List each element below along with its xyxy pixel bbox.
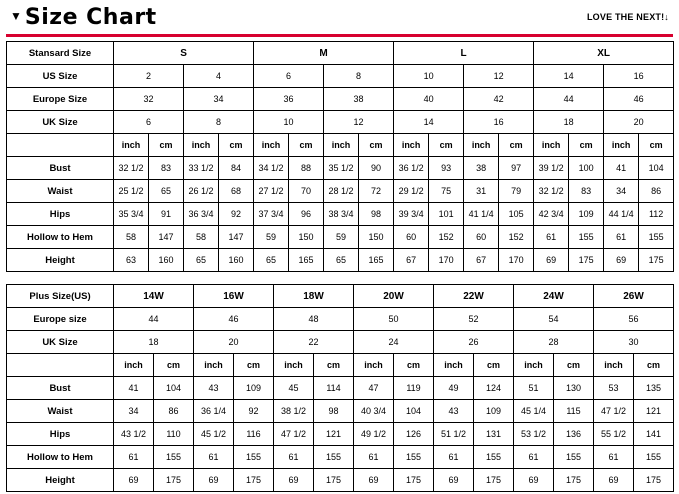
cell: 6 <box>254 65 324 88</box>
unit-cell: inch <box>114 134 149 157</box>
unit-cell: cm <box>499 134 534 157</box>
cell: 155 <box>554 446 594 469</box>
cell: 12 <box>324 111 394 134</box>
cell: 110 <box>154 423 194 446</box>
unit-cell: cm <box>234 354 274 377</box>
cell: 104 <box>394 400 434 423</box>
cell: 155 <box>634 446 674 469</box>
unit-cell: inch <box>604 134 639 157</box>
promo-text: LOVE THE NEXT!↓ <box>586 12 669 22</box>
row-label-us-size: US Size <box>7 65 114 88</box>
size-group-14w: 14W <box>114 285 194 308</box>
cell: 61 <box>534 226 569 249</box>
cell: 14 <box>394 111 464 134</box>
unit-cell: inch <box>534 134 569 157</box>
cell: 4 <box>184 65 254 88</box>
unit-cell: inch <box>354 354 394 377</box>
cell: 121 <box>314 423 354 446</box>
cell: 155 <box>234 446 274 469</box>
cell: 37 3/4 <box>254 203 289 226</box>
size-group-s: S <box>114 42 254 65</box>
cell: 38 3/4 <box>324 203 359 226</box>
cell: 65 <box>254 249 289 272</box>
cell: 25 1/2 <box>114 180 149 203</box>
cell: 155 <box>639 226 674 249</box>
cell: 155 <box>154 446 194 469</box>
row-label-bust: Bust <box>7 157 114 180</box>
cell: 43 <box>194 377 234 400</box>
unit-cell: cm <box>639 134 674 157</box>
cell: 42 3/4 <box>534 203 569 226</box>
cell: 69 <box>534 249 569 272</box>
table-row <box>7 377 674 400</box>
cell: 84 <box>219 157 254 180</box>
unit-cell: inch <box>324 134 359 157</box>
cell: 51 <box>514 377 554 400</box>
units-row-label <box>7 354 114 377</box>
row-label-hips: Hips <box>7 423 114 446</box>
cell: 90 <box>359 157 394 180</box>
cell: 51 1/2 <box>434 423 474 446</box>
cell: 10 <box>254 111 324 134</box>
table-row <box>7 226 674 249</box>
cell: 36 1/4 <box>194 400 234 423</box>
cell: 55 1/2 <box>594 423 634 446</box>
unit-cell: cm <box>149 134 184 157</box>
table-row-units <box>7 134 674 157</box>
cell: 40 3/4 <box>354 400 394 423</box>
cell: 38 <box>324 88 394 111</box>
unit-cell: inch <box>274 354 314 377</box>
cell: 175 <box>554 469 594 492</box>
cell: 61 <box>354 446 394 469</box>
cell: 59 <box>254 226 289 249</box>
cell: 49 1/2 <box>354 423 394 446</box>
cell: 18 <box>534 111 604 134</box>
cell: 31 <box>464 180 499 203</box>
cell: 34 <box>114 400 154 423</box>
cell: 42 <box>464 88 534 111</box>
cell: 34 <box>184 88 254 111</box>
cell: 124 <box>474 377 514 400</box>
cell: 38 1/2 <box>274 400 314 423</box>
cell: 175 <box>394 469 434 492</box>
row-label-height: Height <box>7 469 114 492</box>
cell: 33 1/2 <box>184 157 219 180</box>
row-label-bust: Bust <box>7 377 114 400</box>
cell: 83 <box>149 157 184 180</box>
cell: 61 <box>594 446 634 469</box>
table-row-size-groups <box>7 285 674 308</box>
cell: 141 <box>634 423 674 446</box>
standard-size-table-wrap <box>6 41 673 272</box>
table-row <box>7 249 674 272</box>
cell: 30 <box>594 331 674 354</box>
cell: 175 <box>314 469 354 492</box>
cell: 175 <box>569 249 604 272</box>
table-row <box>7 469 674 492</box>
cell: 152 <box>429 226 464 249</box>
cell: 114 <box>314 377 354 400</box>
cell: 54 <box>514 308 594 331</box>
cell: 40 <box>394 88 464 111</box>
cell: 86 <box>639 180 674 203</box>
standard-size-header: Stansard Size <box>7 42 114 65</box>
cell: 175 <box>634 469 674 492</box>
page-header <box>6 0 673 37</box>
cell: 112 <box>639 203 674 226</box>
cell: 61 <box>604 226 639 249</box>
cell: 96 <box>289 203 324 226</box>
cell: 116 <box>234 423 274 446</box>
cell: 68 <box>219 180 254 203</box>
table-row <box>7 308 674 331</box>
cell: 175 <box>639 249 674 272</box>
cell: 97 <box>499 157 534 180</box>
cell: 58 <box>184 226 219 249</box>
row-label-uk-size: UK Size <box>7 331 114 354</box>
cell: 155 <box>394 446 434 469</box>
size-group-18w: 18W <box>274 285 354 308</box>
cell: 109 <box>474 400 514 423</box>
cell: 175 <box>234 469 274 492</box>
cell: 46 <box>604 88 674 111</box>
cell: 50 <box>354 308 434 331</box>
cell: 69 <box>604 249 639 272</box>
unit-cell: inch <box>514 354 554 377</box>
cell: 20 <box>604 111 674 134</box>
cell: 175 <box>474 469 514 492</box>
cell: 29 1/2 <box>394 180 429 203</box>
size-group-l: L <box>394 42 534 65</box>
cell: 39 3/4 <box>394 203 429 226</box>
cell: 69 <box>114 469 154 492</box>
cell: 22 <box>274 331 354 354</box>
cell: 46 <box>194 308 274 331</box>
cell: 92 <box>234 400 274 423</box>
plus-size-table-wrap <box>6 284 673 492</box>
unit-cell: cm <box>634 354 674 377</box>
cell: 36 3/4 <box>184 203 219 226</box>
table-row-units <box>7 354 674 377</box>
cell: 100 <box>569 157 604 180</box>
row-label-hips: Hips <box>7 203 114 226</box>
cell: 47 <box>354 377 394 400</box>
cell: 61 <box>514 446 554 469</box>
cell: 83 <box>569 180 604 203</box>
cell: 170 <box>429 249 464 272</box>
size-group-24w: 24W <box>514 285 594 308</box>
unit-cell: cm <box>429 134 464 157</box>
unit-cell: inch <box>594 354 634 377</box>
cell: 47 1/2 <box>274 423 314 446</box>
cell: 35 3/4 <box>114 203 149 226</box>
cell: 155 <box>569 226 604 249</box>
cell: 109 <box>234 377 274 400</box>
cell: 34 1/2 <box>254 157 289 180</box>
row-label-height: Height <box>7 249 114 272</box>
cell: 170 <box>499 249 534 272</box>
unit-cell: cm <box>554 354 594 377</box>
cell: 27 1/2 <box>254 180 289 203</box>
unit-cell: inch <box>254 134 289 157</box>
cell: 109 <box>569 203 604 226</box>
cell: 65 <box>324 249 359 272</box>
cell: 88 <box>289 157 324 180</box>
cell: 39 1/2 <box>534 157 569 180</box>
cell: 41 <box>114 377 154 400</box>
unit-cell: cm <box>474 354 514 377</box>
table-row <box>7 400 674 423</box>
cell: 69 <box>514 469 554 492</box>
cell: 49 <box>434 377 474 400</box>
cell: 75 <box>429 180 464 203</box>
unit-cell: inch <box>114 354 154 377</box>
table-row <box>7 203 674 226</box>
cell: 136 <box>554 423 594 446</box>
cell: 52 <box>434 308 514 331</box>
cell: 44 1/4 <box>604 203 639 226</box>
cell: 130 <box>554 377 594 400</box>
cell: 32 1/2 <box>534 180 569 203</box>
page-title: Size Chart <box>24 4 157 30</box>
cell: 60 <box>464 226 499 249</box>
cell: 18 <box>114 331 194 354</box>
cell: 45 1/2 <box>194 423 234 446</box>
cell: 98 <box>359 203 394 226</box>
unit-cell: cm <box>394 354 434 377</box>
cell: 38 <box>464 157 499 180</box>
cell: 41 <box>604 157 639 180</box>
cell: 53 <box>594 377 634 400</box>
size-group-26w: 26W <box>594 285 674 308</box>
cell: 152 <box>499 226 534 249</box>
cell: 20 <box>194 331 274 354</box>
plus-size-table <box>6 284 674 492</box>
plus-size-header: Plus Size(US) <box>7 285 114 308</box>
table-row <box>7 88 674 111</box>
cell: 126 <box>394 423 434 446</box>
cell: 98 <box>314 400 354 423</box>
size-group-20w: 20W <box>354 285 434 308</box>
cell: 61 <box>274 446 314 469</box>
cell: 47 1/2 <box>594 400 634 423</box>
cell: 45 1/4 <box>514 400 554 423</box>
cell: 155 <box>314 446 354 469</box>
cell: 26 <box>434 331 514 354</box>
cell: 16 <box>604 65 674 88</box>
cell: 32 1/2 <box>114 157 149 180</box>
cell: 12 <box>464 65 534 88</box>
cell: 69 <box>434 469 474 492</box>
cell: 92 <box>219 203 254 226</box>
unit-cell: cm <box>314 354 354 377</box>
cell: 24 <box>354 331 434 354</box>
cell: 147 <box>149 226 184 249</box>
table-row <box>7 157 674 180</box>
cell: 70 <box>289 180 324 203</box>
cell: 53 1/2 <box>514 423 554 446</box>
cell: 6 <box>114 111 184 134</box>
cell: 41 1/4 <box>464 203 499 226</box>
cell: 60 <box>394 226 429 249</box>
cell: 2 <box>114 65 184 88</box>
row-label-europe-size: Europe Size <box>7 88 114 111</box>
cell: 105 <box>499 203 534 226</box>
cell: 44 <box>534 88 604 111</box>
cell: 48 <box>274 308 354 331</box>
down-arrow-icon: ▼ <box>10 9 22 23</box>
cell: 121 <box>634 400 674 423</box>
cell: 28 <box>514 331 594 354</box>
table-row <box>7 65 674 88</box>
cell: 91 <box>149 203 184 226</box>
cell: 104 <box>154 377 194 400</box>
cell: 150 <box>359 226 394 249</box>
table-row <box>7 446 674 469</box>
unit-cell: cm <box>154 354 194 377</box>
cell: 45 <box>274 377 314 400</box>
cell: 58 <box>114 226 149 249</box>
row-label-europe-size: Europe size <box>7 308 114 331</box>
cell: 160 <box>149 249 184 272</box>
size-group-m: M <box>254 42 394 65</box>
cell: 69 <box>594 469 634 492</box>
row-label-waist: Waist <box>7 400 114 423</box>
cell: 8 <box>324 65 394 88</box>
cell: 44 <box>114 308 194 331</box>
cell: 10 <box>394 65 464 88</box>
cell: 147 <box>219 226 254 249</box>
cell: 34 <box>604 180 639 203</box>
cell: 165 <box>289 249 324 272</box>
cell: 69 <box>194 469 234 492</box>
cell: 135 <box>634 377 674 400</box>
unit-cell: cm <box>219 134 254 157</box>
cell: 65 <box>149 180 184 203</box>
table-row <box>7 111 674 134</box>
cell: 65 <box>184 249 219 272</box>
cell: 36 1/2 <box>394 157 429 180</box>
cell: 165 <box>359 249 394 272</box>
table-row <box>7 331 674 354</box>
unit-cell: cm <box>569 134 604 157</box>
cell: 101 <box>429 203 464 226</box>
cell: 28 1/2 <box>324 180 359 203</box>
unit-cell: inch <box>464 134 499 157</box>
unit-cell: cm <box>289 134 324 157</box>
unit-cell: inch <box>394 134 429 157</box>
table-row <box>7 423 674 446</box>
table-row <box>7 180 674 203</box>
table-row-size-groups <box>7 42 674 65</box>
cell: 69 <box>274 469 314 492</box>
cell: 61 <box>114 446 154 469</box>
unit-cell: inch <box>434 354 474 377</box>
cell: 61 <box>434 446 474 469</box>
cell: 26 1/2 <box>184 180 219 203</box>
cell: 175 <box>154 469 194 492</box>
cell: 32 <box>114 88 184 111</box>
cell: 35 1/2 <box>324 157 359 180</box>
size-group-22w: 22W <box>434 285 514 308</box>
cell: 115 <box>554 400 594 423</box>
cell: 67 <box>464 249 499 272</box>
cell: 79 <box>499 180 534 203</box>
row-label-hollow-to-hem: Hollow to Hem <box>7 226 114 249</box>
cell: 59 <box>324 226 359 249</box>
row-label-uk-size: UK Size <box>7 111 114 134</box>
size-group-16w: 16W <box>194 285 274 308</box>
cell: 119 <box>394 377 434 400</box>
cell: 16 <box>464 111 534 134</box>
cell: 150 <box>289 226 324 249</box>
cell: 61 <box>194 446 234 469</box>
row-label-hollow-to-hem: Hollow to Hem <box>7 446 114 469</box>
cell: 93 <box>429 157 464 180</box>
cell: 56 <box>594 308 674 331</box>
unit-cell: inch <box>184 134 219 157</box>
cell: 63 <box>114 249 149 272</box>
cell: 155 <box>474 446 514 469</box>
cell: 160 <box>219 249 254 272</box>
unit-cell: inch <box>194 354 234 377</box>
cell: 43 <box>434 400 474 423</box>
cell: 69 <box>354 469 394 492</box>
cell: 14 <box>534 65 604 88</box>
cell: 43 1/2 <box>114 423 154 446</box>
cell: 36 <box>254 88 324 111</box>
unit-cell: cm <box>359 134 394 157</box>
size-group-xl: XL <box>534 42 674 65</box>
standard-size-table <box>6 41 674 272</box>
cell: 72 <box>359 180 394 203</box>
cell: 131 <box>474 423 514 446</box>
row-label-waist: Waist <box>7 180 114 203</box>
cell: 8 <box>184 111 254 134</box>
cell: 67 <box>394 249 429 272</box>
units-row-label <box>7 134 114 157</box>
cell: 104 <box>639 157 674 180</box>
cell: 86 <box>154 400 194 423</box>
